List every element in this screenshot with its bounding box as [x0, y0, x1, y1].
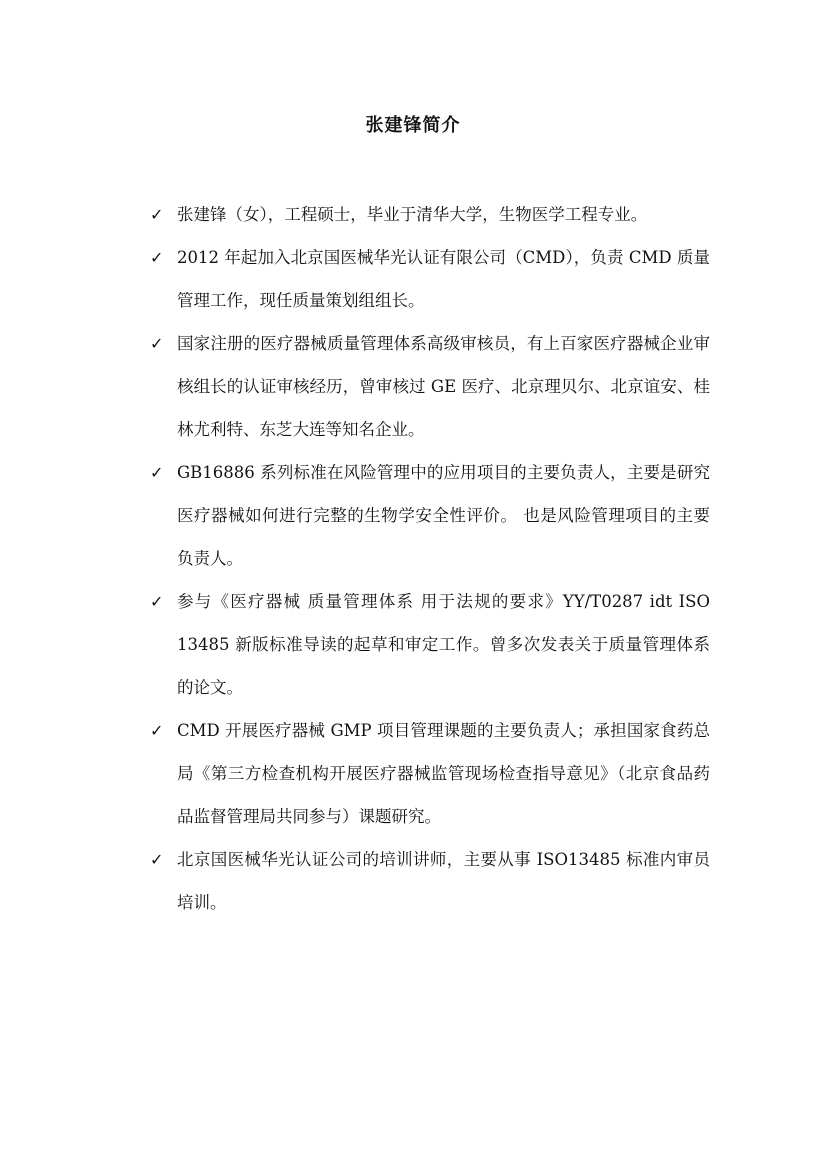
- list-item: [150, 838, 710, 924]
- checkmark-icon: ✓: [150, 248, 164, 267]
- list-item-text: 参与《医疗器械 质量管理体系 用于法规的要求》YY/T0287 idt ISO 13485 新版标准导读的起草和审定工作。曾多次发表关于质量管理体系的论文。: [177, 592, 710, 697]
- list-item-text: 张建锋（女），工程硕士，毕业于清华大学，生物医学工程专业。: [177, 205, 648, 224]
- checkmark-icon: ✓: [150, 205, 164, 224]
- list-item: [150, 709, 710, 838]
- checkmark-icon: ✓: [150, 850, 164, 869]
- checkmark-icon: ✓: [150, 721, 164, 740]
- list-item: [150, 236, 710, 322]
- list-item: [150, 451, 710, 580]
- list-item-text: GB16886 系列标准在风险管理中的应用项目的主要负责人，主要是研究医疗器械如何进行完整的生物学安全性评价。 也是风险管理项目的主要负责人。: [177, 463, 710, 568]
- list-item-text: 2012 年起加入北京国医械华光认证有限公司（CMD），负责 CMD 质量管理工作，现任质量策划组组长。: [177, 248, 710, 310]
- list-item: [150, 193, 710, 236]
- list-item: [150, 322, 710, 451]
- list-item: [150, 580, 710, 709]
- list-item-text: 国家注册的医疗器械质量管理体系高级审核员，有上百家医疗器械企业审核组长的认证审核经历，曾审核过 GE 医疗、北京理贝尔、北京谊安、桂林尤利特、东芝大连等知名企业。: [177, 334, 710, 439]
- page-title: 张建锋简介: [365, 115, 461, 136]
- list-item-text: 北京国医械华光认证公司的培训讲师，主要从事 ISO13485 标准内审员培训。: [177, 850, 710, 912]
- checkmark-icon: ✓: [150, 334, 164, 353]
- checkmark-icon: ✓: [150, 592, 164, 611]
- bio-list: [150, 193, 710, 924]
- checkmark-icon: ✓: [150, 463, 164, 482]
- list-item-text: CMD 开展医疗器械 GMP 项目管理课题的主要负责人；承担国家食药总局《第三方检查机构开展医疗器械监管现场检查指导意见》（北京食品药品监督管理局共同参与）课题研究。: [177, 721, 710, 826]
